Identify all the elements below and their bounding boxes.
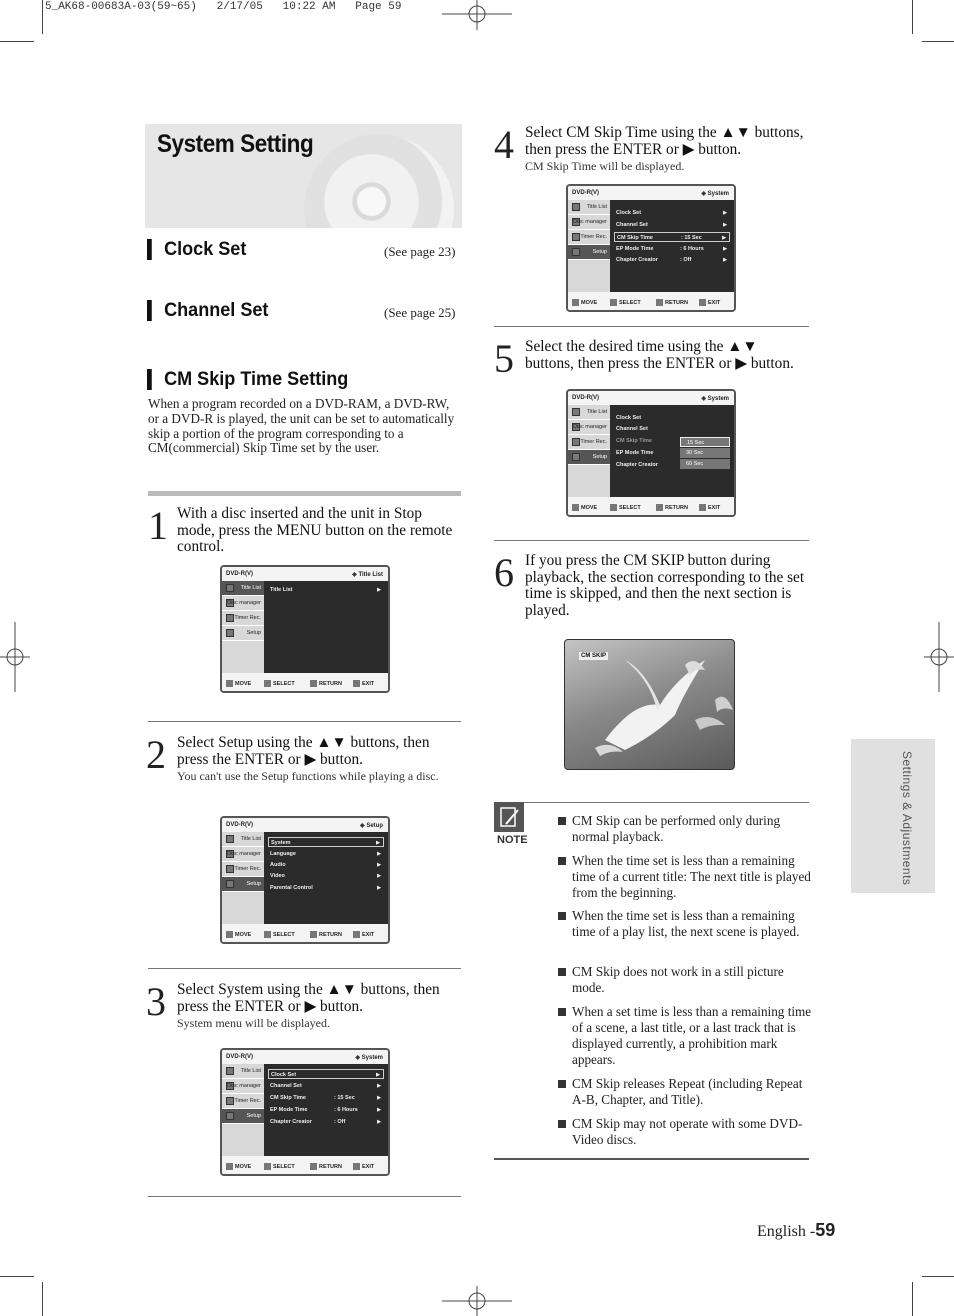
see-page-ref: (See page 25)	[384, 305, 456, 320]
note-item: CM Skip may not operate with some DVD-Video discs.	[572, 1116, 803, 1147]
menu-row: Title List ▶	[270, 587, 381, 593]
section-heading-clock-set: Clock Set	[147, 239, 246, 260]
step-text: Select System using the ▲▼ buttons, then press the ENTER or ▶ button.	[177, 981, 440, 1015]
registration-mark-icon	[442, 1286, 512, 1316]
crop-mark	[0, 41, 34, 42]
divider	[148, 721, 461, 722]
crop-mark	[922, 1276, 954, 1277]
side-item-timer-rec: Timer Rec.	[222, 611, 264, 626]
cm-skip-badge: CM SKIP	[581, 653, 607, 659]
step-text: With a disc inserted and the unit in Stop mode, press the MENU button on the remote control.	[177, 505, 453, 555]
note-item: CM Skip can be performed only during normal playback.	[572, 813, 781, 844]
crop-mark	[42, 1282, 43, 1316]
bullet	[558, 857, 566, 865]
side-item-title-list: Title List	[222, 581, 264, 596]
crop-mark	[912, 1282, 913, 1316]
divider	[494, 540, 809, 541]
menu-screen-setup: DVD-R(V) ◈ Setup Title List Disc manager Timer Rec. Setup System ▶ Language ▶ Audio ▶ Video ▶ Parental Control ▶ MOVE SELECT RETURN EXIT	[220, 816, 390, 944]
step-number: 4	[494, 122, 514, 167]
note-item: CM Skip does not work in a still picture mode.	[572, 964, 784, 995]
divider	[148, 1196, 461, 1197]
bullet	[558, 1080, 566, 1088]
crop-mark	[42, 0, 43, 34]
menu-header: ◈ Title List	[352, 572, 383, 578]
step-number: 1	[148, 503, 168, 548]
note-item: CM Skip releases Repeat (including Repeat A-B, Chapter, and Title).	[572, 1076, 803, 1107]
crop-mark	[912, 0, 913, 34]
note-pencil-icon	[494, 802, 524, 832]
divider	[148, 968, 461, 969]
note-label: NOTE	[497, 834, 528, 846]
step-number: 2	[146, 732, 166, 777]
option-30-sec: 30 Sec	[680, 448, 730, 458]
menu-screen-cm-skip-options: DVD-R(V) ◈ System Title List Disc manager Timer Rec. Setup Clock Set Channel Set CM Skip Time EP Mode Time Chapter Creator 15 Sec 30 Sec 60 Sec MOVE SELECT RETURN EXIT	[566, 389, 736, 517]
registration-mark-icon	[924, 622, 954, 692]
divider	[494, 1158, 809, 1160]
bullet	[558, 817, 566, 825]
note-item: When the time set is less than a remaining time of a play list, the next scene is played.	[572, 908, 800, 939]
step-sub: System menu will be displayed.	[177, 1016, 330, 1030]
bullet	[558, 1120, 566, 1128]
section-heading-channel-set: Channel Set	[147, 300, 268, 321]
step-sub: CM Skip Time will be displayed.	[525, 159, 685, 173]
side-tab	[851, 739, 935, 893]
bullet	[558, 1008, 566, 1016]
page-title: System Setting	[157, 130, 314, 158]
step-text: Select the desired time using the ▲▼ buttons, then press the ENTER or ▶ button.	[525, 338, 794, 372]
note-item: When the time set is less than a remaining time of a current title: The next title is played from the beginning.	[572, 853, 811, 900]
title-banner	[145, 124, 462, 228]
step-number: 5	[494, 336, 514, 381]
crop-mark	[922, 41, 954, 42]
step-number: 3	[146, 979, 166, 1024]
note-item: When a set time is less than a remaining time of a scene, a last title, or a last track that is displayed currently, a prohibition mark appears.	[572, 1004, 812, 1067]
disc-icon	[304, 134, 454, 228]
divider	[494, 802, 809, 803]
menu-screen-title-list: DVD-R(V) ◈ Title List Title List Disc manager Timer Rec. Setup Title List ▶ MOVE SELECT RETURN EXIT	[220, 565, 390, 693]
section-heading-cm-skip: CM Skip Time Setting	[147, 369, 348, 390]
registration-mark-icon	[0, 622, 30, 692]
crop-mark	[0, 1276, 34, 1277]
side-tab-label: Settings & Adjustments	[900, 751, 914, 886]
disc-type: DVD-R(V)	[226, 571, 253, 577]
step-sub: You can't use the Setup functions while playing a disc.	[177, 769, 439, 783]
seagull-photo	[564, 639, 735, 770]
divider	[494, 326, 809, 327]
page-number: English -59	[757, 1220, 836, 1240]
option-15-sec: 15 Sec	[680, 437, 730, 447]
bullet	[558, 912, 566, 920]
step-number: 6	[494, 550, 514, 595]
side-item-setup: Setup	[222, 626, 264, 641]
time-options	[680, 437, 730, 470]
option-60-sec: 60 Sec	[680, 459, 730, 469]
divider	[148, 491, 461, 496]
menu-screen-system: DVD-R(V) ◈ System Title List Disc manager Timer Rec. Setup Clock Set ▶ Channel Set ▶ CM Skip Time : 15 Sec ▶ EP Mode Time : 6 Hours ▶ Chapter Creator : Off ▶ MOVE SELECT RETURN EXIT	[220, 1048, 390, 1176]
menu-screen-cm-skip-select: DVD-R(V) ◈ System Title List Disc manager Timer Rec. Setup Clock Set ▶ Channel Set ▶ CM Skip Time : 15 Sec ▶ EP Mode Time : 6 Hours ▶ Chapter Creator : Off ▶ MOVE SELECT RETURN EXIT	[566, 184, 736, 312]
step-text: If you press the CM SKIP button during playback, the section corresponding to the set time is skipped, and then the next section is played.	[525, 552, 805, 619]
bullet	[558, 968, 566, 976]
cm-skip-intro: When a program recorded on a DVD-RAM, a DVD-RW, or a DVD-R is played, the unit can be set to automatically skip a portion of the program corresponding to a CM(commercial) Skip Time set by the user.	[148, 396, 455, 456]
step-text: Select CM Skip Time using the ▲▼ buttons, then press the ENTER or ▶ button.	[525, 124, 804, 158]
registration-mark-icon	[442, 0, 512, 30]
see-page-ref: (See page 23)	[384, 244, 456, 259]
print-header: 5_AK68-00683A-03(59~65) 2/17/05 10:22 AM Page 59	[45, 1, 402, 13]
step-text: Select Setup using the ▲▼ buttons, then press the ENTER or ▶ button.	[177, 734, 430, 768]
side-item-disc-manager: Disc manager	[222, 596, 264, 611]
